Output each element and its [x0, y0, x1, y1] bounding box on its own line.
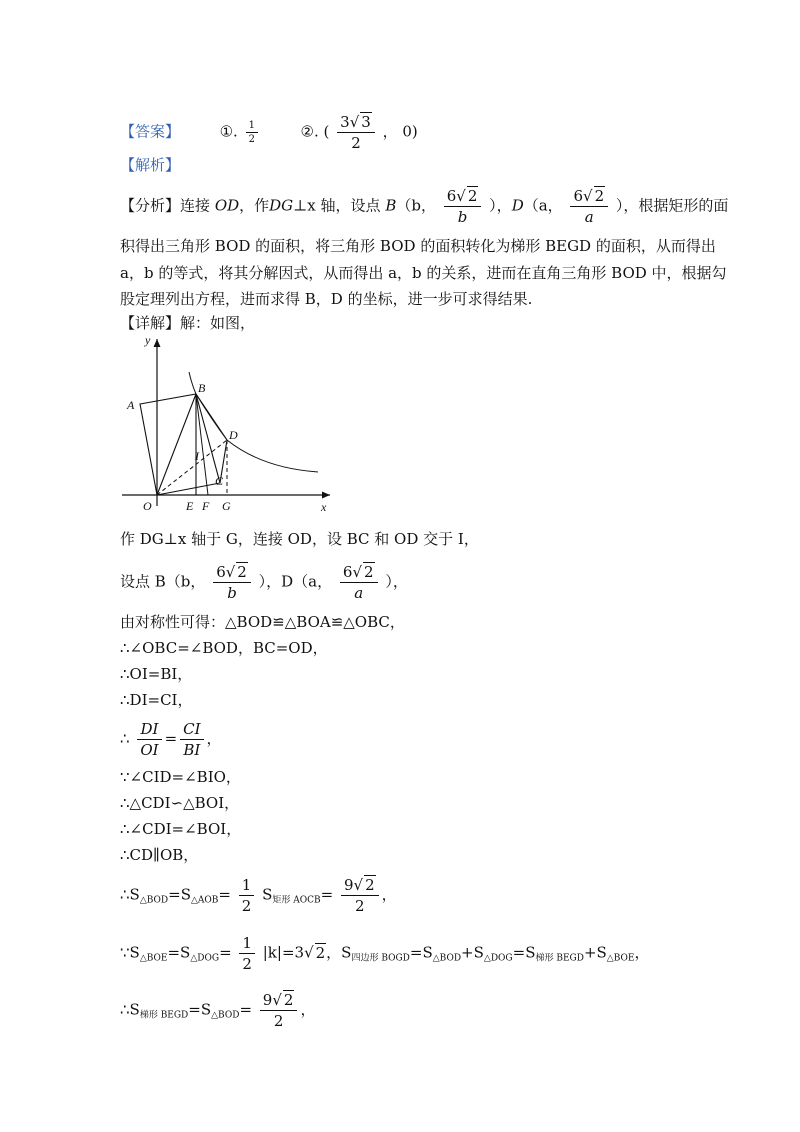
label-d: D [229, 428, 238, 442]
step-3: 由对称性可得：△BOD≌△BOA≌△OBC， [120, 613, 405, 631]
step-4: ∴∠OBC=∠BOD，BC=OD， [120, 639, 328, 657]
x-axis-arrow [322, 492, 330, 499]
label-o: O [143, 499, 152, 513]
step-11: ∴CD∥OB， [120, 846, 199, 864]
label-b: B [198, 381, 206, 395]
hyperbola-curve [189, 372, 318, 472]
fenxi-frac-a: $\frac{6√ 2}{a}$ [570, 186, 608, 227]
step-7: ∴ $\frac{DI}{OI}$ = $\frac{CI}{BI}$ ， [120, 720, 222, 759]
fenxi-line-1: 【分析】连接 OD，作DG⊥x 轴，设点 B（b， $\frac{6√ 2}{b}$ ），D（a， $\frac{6√ 2}{a}$ ），根据矩形的面 [120, 187, 729, 226]
step-2-frac-a: $\frac{6√ 2}{a}$ [340, 562, 378, 603]
geometry-figure [115, 332, 340, 517]
label-y: y [145, 333, 151, 347]
step-14-frac: $\frac{9√ 2}{2}$ [260, 990, 298, 1031]
step-7-frac-2: $\frac{CI}{BI}$ [180, 719, 203, 760]
analysis-label: 【解析】 [120, 157, 181, 174]
answer-item2-fraction: $\frac{3√ 3}{2}$ [337, 112, 375, 153]
step-7-frac-1: $\frac{DI}{OI}$ [137, 719, 161, 760]
detail-label: 【详解】 [120, 314, 181, 332]
label-i: I [195, 449, 199, 463]
step-5: ∴OI=BI， [120, 665, 193, 683]
answer-item2-rest: ， 0) [382, 122, 418, 141]
fenxi-line-2: 积得出三角形 BOD 的面积，将三角形 BOD 的面积转化为梯形 BEGD 的面积，从而得出 [120, 237, 716, 255]
y-axis-arrow [154, 339, 161, 347]
step-14: $\therefore S_{梯形 BEGD}=S_{\triangle BOD}=$ $\frac{9√ 2}{2}$ ， [120, 991, 316, 1030]
answer-line [120, 112, 418, 153]
fenxi-label: 【分析】 [120, 196, 181, 215]
answer-label: 【答案】 [120, 123, 181, 141]
answer-item1-fraction: $\frac{1}{2}$ [246, 119, 258, 146]
label-x: x [321, 500, 327, 514]
step-12-half: $\frac{1}{2}$ [239, 875, 255, 916]
label-f: F [202, 499, 210, 513]
step-6: ∴DI=CI， [120, 691, 193, 709]
step-13: $\because S_{\triangle BOE}=S_{\triangle DOG}=$ $\frac{1}{2}$ |k|=3√ 2，$S_{四边形 BOGD}=S_{\triangle BOD}+S_{\triangle DOG}=S_{梯形 BEGD}+S_{\triangle BOE}$， [120, 934, 650, 973]
step-2: 设点 B（b， $\frac{6√ 2}{b}$ ），D（a， $\frac{6√ 2}{a}$ ）， [120, 563, 408, 602]
label-a: A [127, 398, 135, 412]
answer-item2-mark: ②. [300, 122, 319, 141]
label-g: G [222, 499, 231, 513]
label-e: E [186, 499, 194, 513]
step-1: 作 DG⊥x 轴于 G，连接 OD，设 BC 和 OD 交于 I， [120, 530, 479, 548]
label-c: C [215, 474, 224, 488]
step-9: ∴△CDI∽△BOI， [120, 794, 240, 812]
step-12-frac: $\frac{9√ 2}{2}$ [341, 875, 379, 916]
step-12: $\therefore S_{\triangle BOD}=S_{\triangle AOB}=$ $\frac{1}{2}$ $S_{矩形 AOCB}=$ $\frac{9√ 2}{2}$ ， [120, 876, 397, 915]
answer-item2-open: ( [323, 122, 330, 141]
step-13-half: $\frac{1}{2}$ [239, 933, 255, 974]
fenxi-line-4: 股定理列出方程，进而求得 B，D 的坐标，进一步可求得结果. [120, 290, 533, 308]
answer-item1-mark: ①. [219, 122, 238, 141]
step-8: ∵∠CID=∠BIO， [120, 768, 241, 786]
step-10: ∴∠CDI=∠BOI， [120, 820, 242, 838]
fenxi-line-3: a，b 的等式，将其分解因式，从而得出 a，b 的关系，进而在直角三角形 BOD 中，根据勾 [120, 264, 727, 282]
fenxi-frac-b: $\frac{6√ 2}{b}$ [444, 186, 482, 227]
rectangle-aocb [140, 394, 220, 495]
detail-line: 【详解】解：如图， [120, 314, 256, 332]
step-2-frac-b: $\frac{6√ 2}{b}$ [213, 562, 251, 603]
